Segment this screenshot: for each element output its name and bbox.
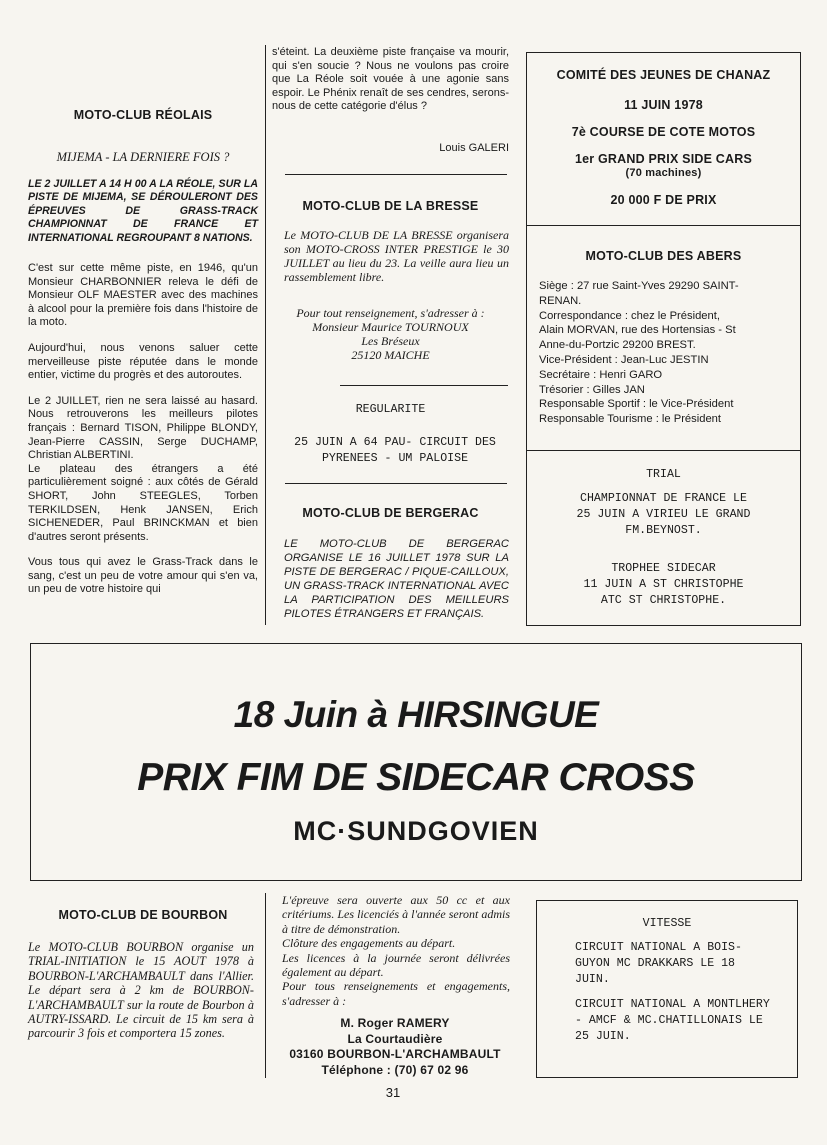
column-divider [265,45,266,625]
bresse-contact-place: Les Bréseux [361,334,420,348]
banner-line-3: MC·SUNDGOVIEN [293,816,539,846]
hirsingue-banner [30,643,802,881]
box-divider [526,450,800,451]
abers-heading: MOTO-CLUB DES ABERS [585,249,742,263]
abers-line: Vice-Président : Jean-Luc JESTIN [539,353,709,366]
epreuve-contact-phone: Téléphone : (70) 67 02 96 [321,1062,469,1077]
chanaz-line-1: 7è COURSE DE COTE MOTOS [571,125,756,139]
vitesse-title: VITESSE [642,917,692,930]
trophee-line: 11 JUIN A ST CHRISTOPHE [583,578,744,591]
epreuve-contact-place: La Courtaudière [347,1031,443,1046]
trial-title: TRIAL [646,468,681,481]
vitesse-paragraph-2: CIRCUIT NATIONAL A MONTLHERY - AMCF & MC.CHATILLONAIS LE 25 JUIN. [575,998,770,1043]
reolais-body [28,262,258,609]
abers-line: Alain MORVAN, rue des Hortensias - St [539,324,736,337]
abers-line: Responsable Tourisme : le Président [539,413,721,426]
reolais-continued: s'éteint. La deuxième piste française va mourir, qui s'en soucie ? Nous ne voulons pas croire que La Réole soit vouée à une agonie sans espoir. Le Phénix renaît de ses cendres, serons-nous de cette catégorie d'élus ? [272,46,509,113]
abers-line: Siège : 27 rue Saint-Yves 29290 SAINT- [539,280,739,292]
bresse-contact-intro: Pour tout renseignement, s'adresser à : [296,306,485,320]
bresse-text: Le MOTO-CLUB DE LA BRESSE organisera son MOTO-CROSS INTER PRESTIGE le 30 JUILLET au lieu du 23. La veille aura lieu un rassemblement libre. [284,228,509,284]
epreuve-line: Pour tous renseignements et engagements, s'adresser à : [282,979,510,1008]
reolais-paragraph-4: Le plateau des étrangers a été particulièrement soigné : aux côtés de Gérald SHORT, John STEEGLES, Torben TERKILDSEN, Henk JANSEN, Erich SICHENEDER, Paul BRINCKMAN et bien d'autres seront présents. [28,462,258,543]
chanaz-title: COMITÉ DES JEUNES DE CHANAZ [556,68,771,82]
epreuve-line: L'épreuve sera ouverte aux 50 cc et aux critériums. Les licenciés à l'année seront admis à titre de démonstration. [282,893,510,936]
bresse-contact [272,306,509,362]
trophee-details [527,561,800,609]
abers-details [539,279,794,427]
regularite-text: 25 JUIN A 64 PAU- CIRCUIT DES PYRENEES - UM PALOISE [294,436,496,465]
trophee-line: ATC ST CHRISTOPHE. [600,594,727,607]
reolais-subheading: MIJEMA - LA DERNIERE FOIS ? [56,150,230,164]
trial-line: FM.BEYNOST. [625,524,702,537]
trial-details [527,491,800,539]
abers-line: Correspondance : chez le Président, [539,309,720,322]
bourbon-heading: MOTO-CLUB DE BOURBON [58,908,228,922]
trial-line: 25 JUIN A VIRIEU LE GRAND [576,508,751,521]
bresse-contact-city: 25120 MAICHE [351,348,430,362]
abers-line: Responsable Sportif : le Vice-Président [539,398,734,411]
banner-line-1: 18 Juin à HIRSINGUE [233,694,599,735]
abers-line: RENAN. [539,294,582,307]
vitesse-paragraph-1: CIRCUIT NATIONAL A BOIS-GUYON MC DRAKKARS LE 18 JUIN. [575,941,742,986]
section-divider [285,483,507,484]
epreuve-line: Clôture des engagements au départ. [282,936,456,951]
chanaz-line-2: 1er GRAND PRIX SIDE CARS [574,152,753,166]
section-divider [340,385,508,386]
page-number: 31 [385,1085,401,1100]
bresse-heading: MOTO-CLUB DE LA BRESSE [302,199,479,213]
bresse-contact-name: Monsieur Maurice TOURNOUX [312,320,469,334]
reolais-lead: LE 2 JUILLET A 14 H 00 A LA RÉOLE, SUR LA PISTE DE MIJEMA, SE DÉROULERONT DES ÉPREUVES DE GRASS-TRACK CHAMPIONNAT DE FRANCE ET INTERNATIONAL REGROUPANT 8 NATIONS. [28,178,258,244]
reolais-paragraph-2: Aujourd'hui, nous venons saluer cette merveilleuse piste réputée dans le monde entier, victime du progrès et des autoroutes. [28,341,258,382]
epreuve-contact [272,1016,518,1078]
regularite-title: REGULARITE [355,403,426,416]
bergerac-text: LE MOTO-CLUB DE BERGERAC ORGANISE LE 16 JUILLET 1978 SUR LA PISTE DE BERGERAC / PIQUE-CAILLOUX, UN GRASS-TRACK INTERNATIONAL AVEC LA PARTICIPATION DES MEILLEURS PILOTES ÉTRANGERS ET FRANÇAIS. [284,538,509,620]
chanaz-date: 11 JUIN 1978 [624,98,703,112]
bergerac-heading: MOTO-CLUB DE BERGERAC [302,506,479,520]
epreuve-line: Les licences à la journée seront délivrées également au départ. [282,950,510,980]
box-divider [526,225,800,226]
reolais-heading: MOTO-CLUB RÉOLAIS [73,108,213,122]
trial-line: CHAMPIONNAT DE FRANCE LE [580,492,747,505]
abers-line: Trésorier : Gilles JAN [539,383,645,396]
epreuve-contact-city: 03160 BOURBON-L'ARCHAMBAULT [289,1047,501,1061]
chanaz-line-3: (70 machines) [625,167,702,179]
abers-line: Secrétaire : Henri GARO [539,368,663,381]
banner-line-2: PRIX FIM DE SIDECAR CROSS [137,756,695,799]
chanaz-prize: 20 000 F DE PRIX [610,193,717,207]
reolais-paragraph-1: C'est sur cette même piste, en 1946, qu'un Monsieur CHARBONNIER releva le défi de Monsieur OLF MAESTER avec des machines à alcool pour la première fois dans l'histoire de la moto. [28,262,258,329]
epreuve-text [282,893,510,1008]
section-divider [285,174,507,175]
trophee-line: TROPHEE SIDECAR [611,562,716,575]
reolais-paragraph-5: Vous tous qui avez le Grass-Track dans le sang, c'est un peu de votre amour qui s'en va, un peu de votre histoire qui [28,556,258,596]
epreuve-contact-name: M. Roger RAMERY [340,1016,450,1030]
abers-line: Anne-du-Portzic 29200 BREST. [539,339,696,352]
column-divider [265,893,266,1078]
reolais-paragraph-3: Le 2 JUILLET, rien ne sera laissé au hasard. Nous retrouverons les meilleurs pilotes français : Bernard TISON, Philippe BLONDY, Jean-Pierre CASSIN, Serge DUCHAMP, Christian ALBERTINI. [28,394,258,462]
bourbon-text: Le MOTO-CLUB BOURBON organise un TRIAL-INITIATION le 15 AOUT 1978 à BOURBON-L'ARCHAMBAULT dans l'Allier. Le départ sera à 2 km de BOURBON-L'ARCHAMBAULT sur la route de Bourbon à AUTRY-ISSARD. Le circuit de 15 km sera à parcourir 3 fois et comportera 15 zones. [28,940,254,1041]
article-author: Louis GALERI [439,142,509,154]
